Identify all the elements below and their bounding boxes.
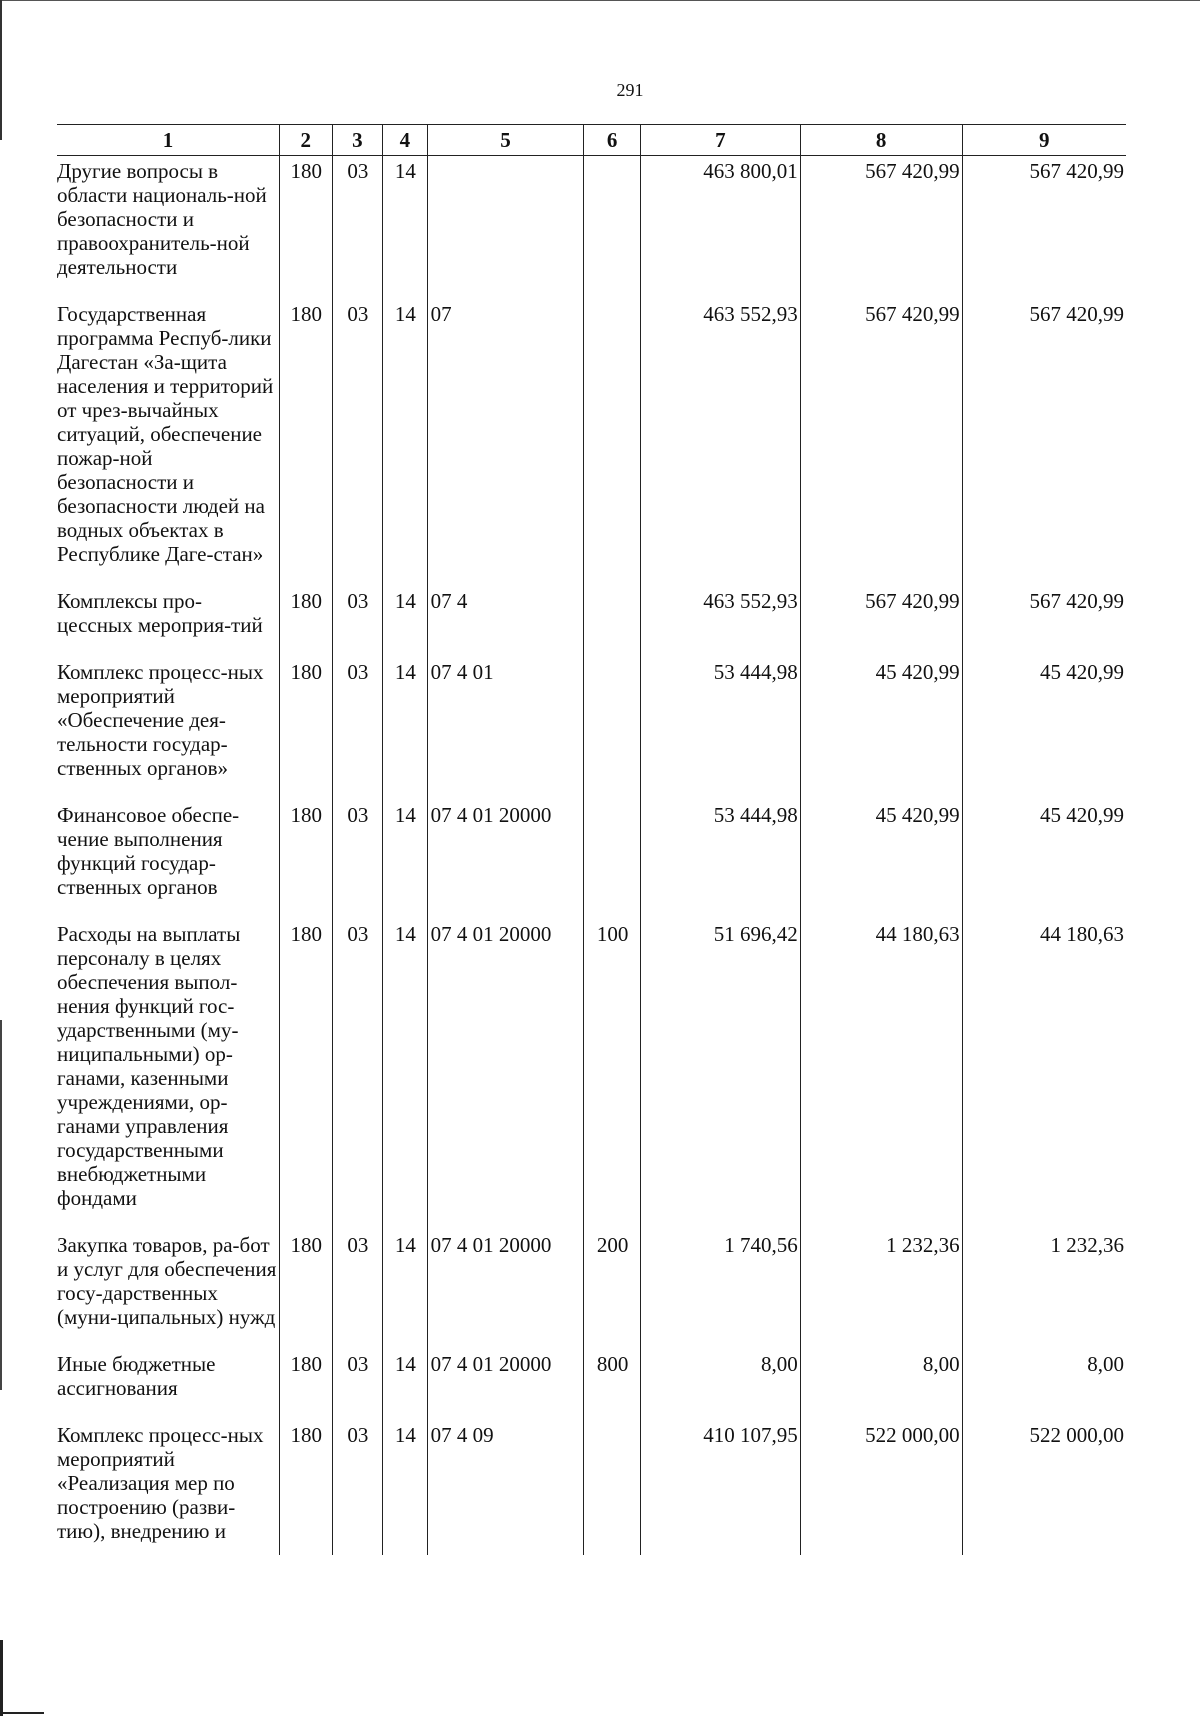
row-name: Комплекс процесс-ных мероприятий «Обеспечение дея-тельности государ-ственных органов» — [57, 660, 264, 780]
cell-code-5: 07 4 01 20000 — [427, 1349, 584, 1420]
cell-code-6 — [584, 156, 641, 300]
cell-code-3: 03 — [332, 1349, 383, 1420]
cell-code-5: 07 4 01 20000 — [427, 800, 584, 919]
cell-code-2: 180 — [279, 586, 332, 657]
cell-amount-9: 567 420,99 — [962, 156, 1126, 300]
scan-edge — [0, 1712, 44, 1714]
cell-amount-7: 53 444,98 — [640, 800, 800, 919]
cell-code-5: 07 4 01 20000 — [427, 919, 584, 1230]
row-name: Иные бюджетные ассигнования — [57, 1352, 216, 1400]
row-name: Комплекс процесс-ных мероприятий «Реализация мер по построению (разви-тию), внедрению и — [57, 1423, 264, 1543]
cell-amount-7: 51 696,42 — [640, 919, 800, 1230]
cell-amount-8: 522 000,00 — [800, 1420, 962, 1555]
cell-code-4: 14 — [383, 1349, 427, 1420]
table-row — [57, 1230, 1126, 1349]
cell-code-5: 07 4 09 — [427, 1420, 584, 1555]
column-header: 4 — [383, 125, 427, 156]
scan-edge — [0, 0, 2, 140]
row-name: Другие вопросы в области националь-ной безопасности и правоохранитель-ной деятельности — [57, 159, 267, 279]
table-row — [57, 299, 1126, 586]
cell-code-3: 03 — [332, 919, 383, 1230]
cell-amount-9: 8,00 — [962, 1349, 1126, 1420]
cell-amount-8: 567 420,99 — [800, 586, 962, 657]
column-header: 3 — [332, 125, 383, 156]
cell-code-5 — [427, 156, 584, 300]
row-name: Финансовое обеспе-чение выполнения функций государ-ственных органов — [57, 803, 240, 899]
cell-amount-7: 8,00 — [640, 1349, 800, 1420]
column-header: 9 — [962, 125, 1126, 156]
table-row — [57, 156, 1126, 300]
cell-code-4: 14 — [383, 657, 427, 800]
column-header: 1 — [57, 125, 279, 156]
cell-amount-7: 463 552,93 — [640, 586, 800, 657]
cell-code-2: 180 — [279, 1349, 332, 1420]
cell-code-5: 07 4 01 20000 — [427, 1230, 584, 1349]
cell-code-6 — [584, 657, 641, 800]
cell-amount-7: 410 107,95 — [640, 1420, 800, 1555]
cell-amount-9: 1 232,36 — [962, 1230, 1126, 1349]
table-row — [57, 919, 1126, 1230]
cell-code-5: 07 4 — [427, 586, 584, 657]
cell-code-3: 03 — [332, 800, 383, 919]
cell-code-2: 180 — [279, 800, 332, 919]
cell-amount-7: 463 800,01 — [640, 156, 800, 300]
header-row — [57, 125, 1126, 156]
cell-code-3: 03 — [332, 586, 383, 657]
row-name: Расходы на выплаты персоналу в целях обеспечения выпол-нения функций гос-ударственными (му-ниципальными) ор-ганами, казенными учреждениями, ор-ганами управления государственными внебюджетными фондами — [57, 922, 241, 1210]
cell-code-6 — [584, 1420, 641, 1555]
page-number: 291 — [616, 80, 644, 100]
table-row — [57, 1420, 1126, 1555]
row-name: Государственная программа Респуб-лики Дагестан «За-щита населения и территорий от чрез-вычайных ситуаций, обеспечение пожар-ной безопасности и безопасности людей на водных объектах в Республике Даге-стан» — [57, 302, 274, 566]
cell-amount-8: 44 180,63 — [800, 919, 962, 1230]
cell-amount-9: 44 180,63 — [962, 919, 1126, 1230]
column-header: 8 — [800, 125, 962, 156]
cell-amount-9: 522 000,00 — [962, 1420, 1126, 1555]
row-name: Закупка товаров, ра-бот и услуг для обеспечения госу-дарственных (муни-ципальных) нужд — [57, 1233, 277, 1329]
cell-amount-8: 1 232,36 — [800, 1230, 962, 1349]
cell-code-4: 14 — [383, 1420, 427, 1555]
cell-code-6 — [584, 299, 641, 586]
cell-code-6 — [584, 800, 641, 919]
cell-code-4: 14 — [383, 800, 427, 919]
scan-edge — [0, 1020, 2, 1390]
cell-code-2: 180 — [279, 1230, 332, 1349]
cell-code-2: 180 — [279, 1420, 332, 1555]
cell-amount-8: 45 420,99 — [800, 800, 962, 919]
cell-code-3: 03 — [332, 657, 383, 800]
row-name: Комплексы про-цессных мероприя-тий — [57, 589, 263, 637]
cell-amount-9: 45 420,99 — [962, 657, 1126, 800]
cell-code-2: 180 — [279, 919, 332, 1230]
cell-code-6: 100 — [584, 919, 641, 1230]
cell-amount-9: 45 420,99 — [962, 800, 1126, 919]
column-header: 7 — [640, 125, 800, 156]
budget-table — [57, 124, 1126, 1555]
cell-amount-8: 45 420,99 — [800, 657, 962, 800]
table-row — [57, 1349, 1126, 1420]
cell-code-4: 14 — [383, 156, 427, 300]
cell-amount-7: 463 552,93 — [640, 299, 800, 586]
cell-code-6: 800 — [584, 1349, 641, 1420]
cell-amount-9: 567 420,99 — [962, 586, 1126, 657]
table-row — [57, 586, 1126, 657]
cell-code-2: 180 — [279, 156, 332, 300]
cell-amount-9: 567 420,99 — [962, 299, 1126, 586]
cell-amount-7: 53 444,98 — [640, 657, 800, 800]
column-header: 6 — [584, 125, 641, 156]
cell-code-3: 03 — [332, 156, 383, 300]
cell-amount-8: 567 420,99 — [800, 299, 962, 586]
cell-code-3: 03 — [332, 1230, 383, 1349]
cell-code-2: 180 — [279, 299, 332, 586]
cell-code-6 — [584, 586, 641, 657]
cell-code-2: 180 — [279, 657, 332, 800]
column-header: 5 — [427, 125, 584, 156]
cell-code-4: 14 — [383, 919, 427, 1230]
cell-code-6: 200 — [584, 1230, 641, 1349]
cell-code-5: 07 — [427, 299, 584, 586]
cell-code-4: 14 — [383, 586, 427, 657]
cell-code-5: 07 4 01 — [427, 657, 584, 800]
column-header: 2 — [279, 125, 332, 156]
table-row — [57, 657, 1126, 800]
cell-code-3: 03 — [332, 299, 383, 586]
cell-code-4: 14 — [383, 299, 427, 586]
cell-amount-8: 567 420,99 — [800, 156, 962, 300]
scan-edge — [0, 1640, 3, 1716]
cell-code-4: 14 — [383, 1230, 427, 1349]
cell-amount-7: 1 740,56 — [640, 1230, 800, 1349]
table-row — [57, 800, 1126, 919]
cell-amount-8: 8,00 — [800, 1349, 962, 1420]
scan-edge — [0, 0, 1200, 1]
cell-code-3: 03 — [332, 1420, 383, 1555]
